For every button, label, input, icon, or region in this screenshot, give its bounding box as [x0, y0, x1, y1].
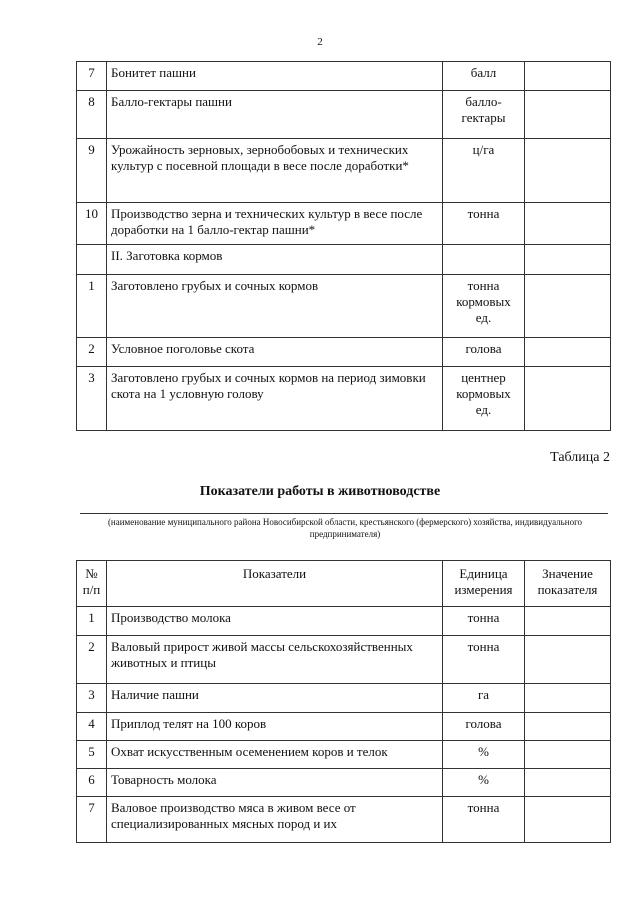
row-number: 3: [77, 684, 107, 713]
unit-cell: тонна: [443, 636, 525, 684]
value-cell[interactable]: [525, 338, 611, 367]
indicator-name: Товарность молока: [107, 769, 443, 797]
unit-cell: голова: [443, 713, 525, 741]
page-number: 2: [317, 36, 323, 48]
row-number: 4: [77, 713, 107, 741]
indicator-name: Урожайность зерновых, зернобобовых и технических культур с посевной площади в весе после доработки*: [107, 139, 443, 203]
unit-cell: балло-гектары: [443, 91, 525, 139]
row-number: 1: [77, 607, 107, 636]
unit-cell: га: [443, 684, 525, 713]
table-row: [77, 741, 611, 769]
table-label: Таблица 2: [550, 450, 610, 465]
unit-cell: голова: [443, 338, 525, 367]
table-row: [77, 769, 611, 797]
row-number: 2: [77, 636, 107, 684]
value-cell[interactable]: [525, 62, 611, 91]
value-cell[interactable]: [525, 275, 611, 338]
row-number: 10: [77, 203, 107, 245]
indicator-name: Наличие пашни: [107, 684, 443, 713]
row-number: 7: [77, 62, 107, 91]
table-row: [77, 62, 611, 91]
unit-cell: ц/га: [443, 139, 525, 203]
livestock-indicators-table: [76, 560, 611, 843]
value-cell[interactable]: [525, 139, 611, 203]
indicator-name: Бонитет пашни: [107, 62, 443, 91]
header-row: [77, 561, 611, 607]
table-row: [77, 91, 611, 139]
value-cell[interactable]: [525, 769, 611, 797]
row-number: 8: [77, 91, 107, 139]
row-number: 9: [77, 139, 107, 203]
table-title: Показатели работы в животноводстве: [199, 484, 441, 499]
unit-cell: балл: [443, 62, 525, 91]
value-cell[interactable]: [525, 91, 611, 139]
table-row: [77, 713, 611, 741]
indicator-name: Производство молока: [107, 607, 443, 636]
row-number: [77, 245, 107, 275]
indicator-name: Охват искусственным осеменением коров и телок: [107, 741, 443, 769]
table-row: [77, 607, 611, 636]
row-number: 1: [77, 275, 107, 338]
row-number: 7: [77, 797, 107, 843]
table-row: [77, 275, 611, 338]
value-cell[interactable]: [525, 607, 611, 636]
indicator-name: Заготовлено грубых и сочных кормов на период зимовки скота на 1 условную голову: [107, 367, 443, 431]
header-number: № п/п: [77, 561, 107, 607]
header-indicator: Показатели: [107, 561, 443, 607]
row-number: 3: [77, 367, 107, 431]
unit-cell: %: [443, 741, 525, 769]
unit-cell: [443, 245, 525, 275]
table-row: [77, 797, 611, 843]
indicator-name: Приплод телят на 100 коров: [107, 713, 443, 741]
table-row: [77, 367, 611, 431]
header-value: Значение показателя: [525, 561, 611, 607]
value-cell[interactable]: [525, 684, 611, 713]
table-row: [77, 338, 611, 367]
header-unit: Единица измерения: [443, 561, 525, 607]
name-underline[interactable]: [80, 513, 608, 514]
indicator-name: Валовый прирост живой массы сельскохозяйственных животных и птицы: [107, 636, 443, 684]
value-cell[interactable]: [525, 636, 611, 684]
value-cell[interactable]: [525, 367, 611, 431]
unit-cell: тонна: [443, 797, 525, 843]
value-cell[interactable]: [525, 797, 611, 843]
table-row: [77, 636, 611, 684]
unit-cell: тонна: [443, 607, 525, 636]
value-cell[interactable]: [525, 203, 611, 245]
section-row: [77, 245, 611, 275]
unit-cell: тонна кормовых ед.: [443, 275, 525, 338]
row-number: 2: [77, 338, 107, 367]
crop-indicators-table: [76, 61, 611, 431]
row-number: 6: [77, 769, 107, 797]
indicator-name: Валовое производство мяса в живом весе от специализированных мясных пород и их: [107, 797, 443, 843]
unit-cell: %: [443, 769, 525, 797]
value-cell[interactable]: [525, 741, 611, 769]
value-cell[interactable]: [525, 713, 611, 741]
table-row: [77, 684, 611, 713]
indicator-name: Производство зерна и технических культур в весе после доработки на 1 балло-гектар пашни*: [107, 203, 443, 245]
row-number: 5: [77, 741, 107, 769]
section-title: II. Заготовка кормов: [107, 245, 443, 275]
indicator-name: Условное поголовье скота: [107, 338, 443, 367]
unit-cell: тонна: [443, 203, 525, 245]
unit-cell: центнер кормовых ед.: [443, 367, 525, 431]
indicator-name: Заготовлено грубых и сочных кормов: [107, 275, 443, 338]
name-caption: (наименование муниципального района Новосибирской области, крестьянского (фермерского) хозяйства, индивидуального предпринимателя): [107, 517, 583, 539]
table-row: [77, 139, 611, 203]
table-row: [77, 203, 611, 245]
indicator-name: Балло-гектары пашни: [107, 91, 443, 139]
value-cell: [525, 245, 611, 275]
